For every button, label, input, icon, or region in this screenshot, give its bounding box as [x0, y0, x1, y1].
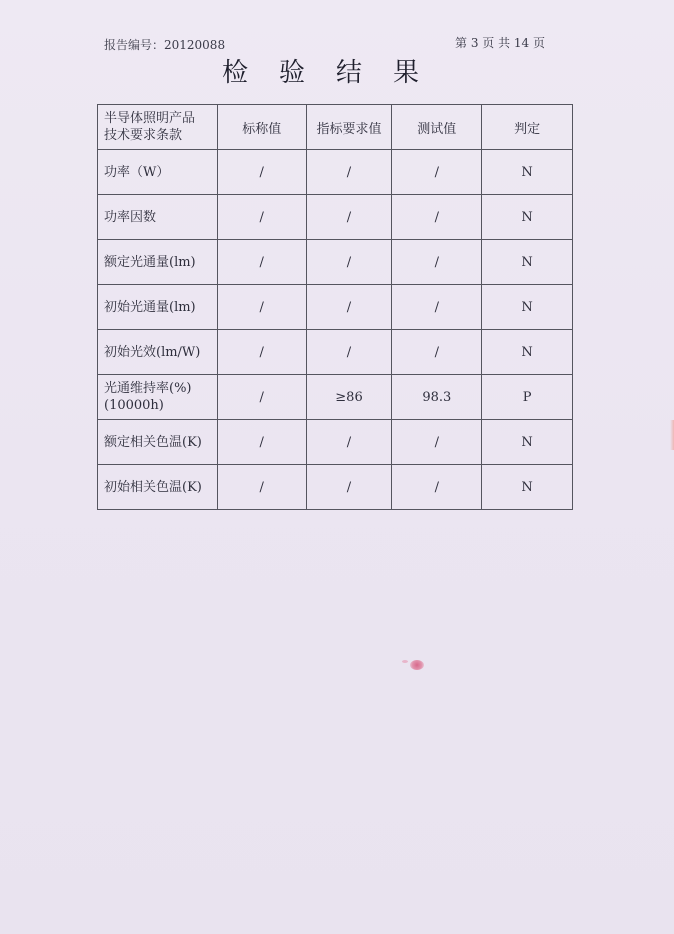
title-char: 果 — [393, 58, 420, 88]
row-verdict: N — [482, 330, 573, 375]
page-indicator: 第 3 页 共 14 页 — [455, 36, 545, 50]
row-item — [98, 285, 218, 330]
table-row — [98, 150, 573, 195]
header-measured: 测试值 — [392, 105, 482, 150]
row-requirement: / — [306, 240, 392, 285]
row-requirement: / — [306, 195, 392, 240]
row-nominal: / — [217, 465, 306, 510]
row-measured: / — [392, 465, 482, 510]
row-requirement: ≥86 — [306, 375, 392, 420]
row-item-line: 初始光通量(lm) — [104, 299, 196, 315]
row-verdict: N — [482, 150, 573, 195]
row-nominal: / — [217, 420, 306, 465]
row-requirement: / — [306, 465, 392, 510]
row-item-line: 初始光效(lm/W) — [104, 344, 201, 360]
row-measured: / — [392, 150, 482, 195]
table-header-row — [98, 105, 573, 150]
row-measured: / — [392, 240, 482, 285]
results-table — [97, 104, 573, 510]
document-title — [222, 52, 452, 89]
row-nominal: / — [217, 150, 306, 195]
title-char: 结 — [336, 58, 363, 88]
row-nominal: / — [217, 375, 306, 420]
row-nominal: / — [217, 195, 306, 240]
table-row — [98, 195, 573, 240]
row-item — [98, 330, 218, 375]
row-item-line: 初始相关色温(K) — [104, 479, 202, 495]
row-verdict: N — [482, 465, 573, 510]
row-verdict: P — [482, 375, 573, 420]
row-item-line: 功率因数 — [104, 209, 157, 225]
row-item — [98, 465, 218, 510]
row-verdict: N — [482, 240, 573, 285]
header-clause-line: 半导体照明产品 — [104, 111, 196, 126]
ink-stain — [410, 660, 424, 670]
row-item-line: 额定光通量(lm) — [104, 254, 196, 270]
row-measured: / — [392, 420, 482, 465]
edge-mark — [670, 420, 674, 450]
row-requirement: / — [306, 330, 392, 375]
row-item-line: 功率（W） — [104, 164, 170, 180]
row-item-line: (10000h) — [104, 398, 164, 413]
title-char: 检 — [222, 58, 249, 88]
row-item-line: 光通维持率(%) — [104, 381, 192, 396]
row-requirement: / — [306, 285, 392, 330]
row-nominal: / — [217, 330, 306, 375]
row-item — [98, 195, 218, 240]
table-row — [98, 240, 573, 285]
row-measured: / — [392, 195, 482, 240]
row-requirement: / — [306, 420, 392, 465]
row-item — [98, 420, 218, 465]
row-item-line: 额定相关色温(K) — [104, 434, 202, 450]
row-nominal: / — [217, 240, 306, 285]
table-row — [98, 375, 573, 420]
row-item — [98, 240, 218, 285]
title-char: 验 — [279, 58, 306, 88]
header-verdict: 判定 — [482, 105, 573, 150]
table-row — [98, 285, 573, 330]
table-row — [98, 465, 573, 510]
row-verdict: N — [482, 195, 573, 240]
report-number: 报告编号：20120088 — [104, 38, 226, 52]
table-row — [98, 420, 573, 465]
row-item — [98, 150, 218, 195]
row-measured: / — [392, 285, 482, 330]
table-row — [98, 330, 573, 375]
ink-stain — [402, 660, 408, 663]
header-clause-line: 技术要求条款 — [104, 128, 183, 143]
row-verdict: N — [482, 285, 573, 330]
row-requirement: / — [306, 150, 392, 195]
row-measured: / — [392, 330, 482, 375]
header-nominal: 标称值 — [217, 105, 306, 150]
row-measured: 98.3 — [392, 375, 482, 420]
row-verdict: N — [482, 420, 573, 465]
row-item — [98, 375, 218, 420]
header-clause — [98, 105, 218, 150]
row-nominal: / — [217, 285, 306, 330]
header-requirement: 指标要求值 — [306, 105, 392, 150]
